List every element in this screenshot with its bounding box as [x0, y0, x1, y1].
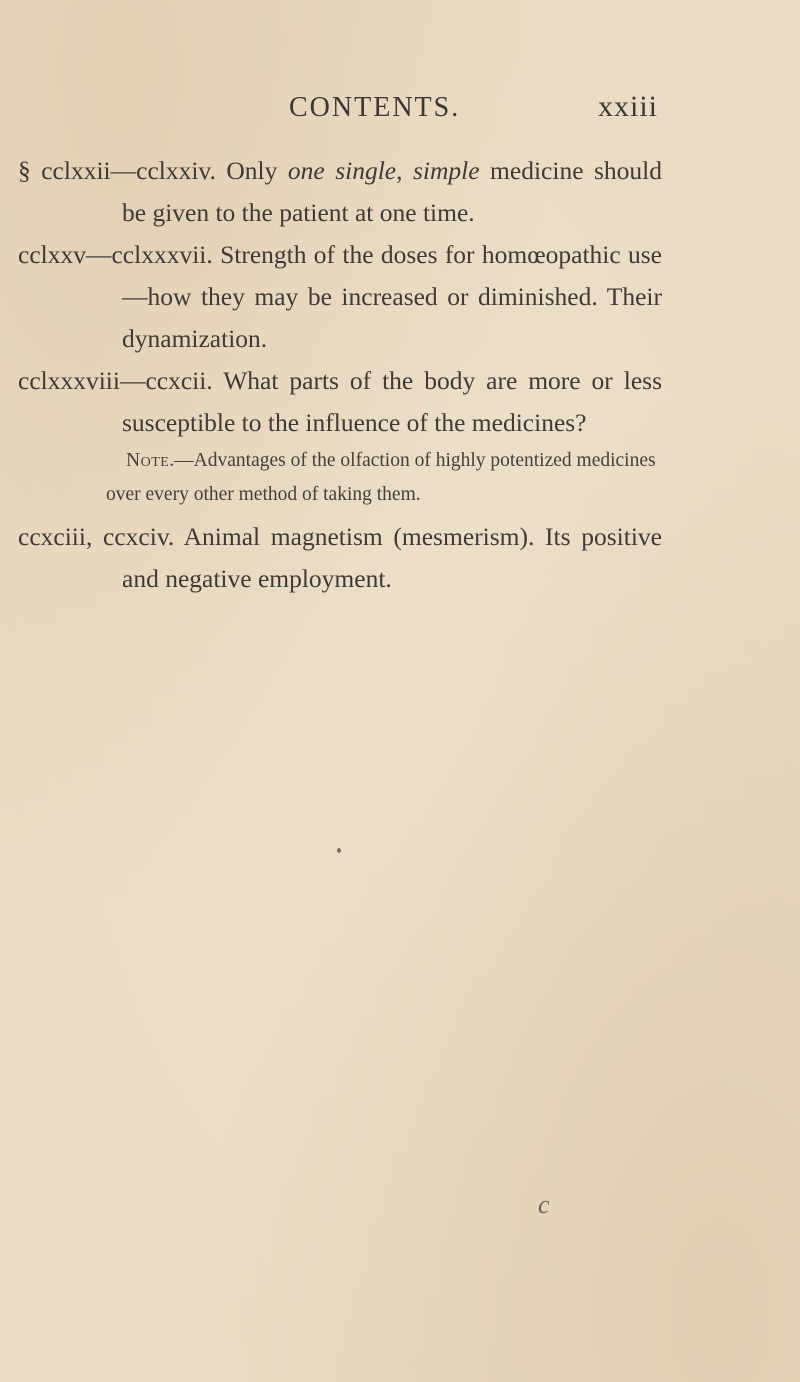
stray-ink-mark: c — [538, 1190, 550, 1219]
entry-text: , — [396, 156, 413, 185]
section-reference: cclxxxviii—ccxcii. — [18, 366, 213, 395]
running-head — [0, 92, 800, 132]
section-reference: § cclxxii—cclxxiv. — [18, 156, 216, 185]
contents-entry — [18, 150, 663, 234]
entry-text: What parts of the body are more or less susceptible to the influence of the medicines? — [122, 366, 662, 437]
contents-entry — [18, 360, 662, 444]
section-reference: ccxciii, ccxciv. — [18, 522, 175, 551]
paper-speck — [337, 848, 341, 853]
note-text: .—Advantages of the olfaction of highly potentized medicines over every other method of taking them. — [106, 450, 656, 505]
entry-text: Animal magnetism (mesmerism). Its positive and negative employment. — [122, 522, 663, 593]
page-number: xxiii — [598, 90, 659, 123]
contents-entry — [18, 234, 662, 360]
entry-text: Strength of the doses for homœopathic use—how they may be increased or diminished. Their dynamization. — [122, 240, 662, 353]
running-title: CONTENTS. — [289, 92, 461, 123]
entry-text: medicine should be given to the patient at one time. — [122, 156, 663, 227]
note-label: Note — [126, 450, 170, 471]
entry-text: Only — [215, 156, 288, 185]
footnote — [106, 444, 662, 512]
entry-text-italic: simple — [412, 156, 480, 185]
section-reference: cclxxv—cclxxxvii. — [18, 240, 213, 269]
entry-text-italic: one single — [287, 156, 397, 185]
contents-entry — [18, 516, 663, 600]
contents-entries — [0, 150, 800, 600]
